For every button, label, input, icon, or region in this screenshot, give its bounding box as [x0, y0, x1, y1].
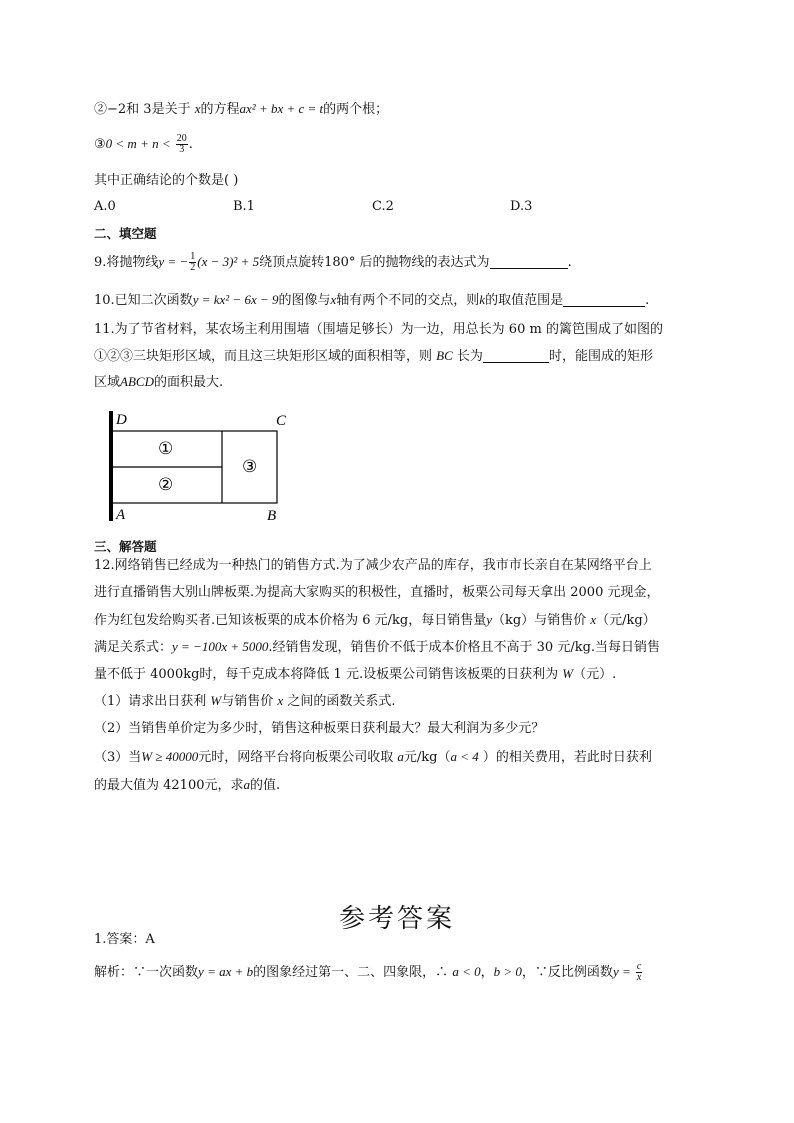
question-11-line-3: 区域ABCD的面积最大.: [94, 374, 224, 390]
region-3-label: ③: [242, 457, 258, 476]
q8-fraction: $\frac{20}{3}$: [176, 133, 187, 155]
q8-item-3: ③0 < m + n < $\frac{20}{3}$ .: [94, 133, 193, 155]
label-b: B: [267, 508, 277, 524]
region-1-label: ①: [158, 439, 174, 458]
question-12-line-5: 量不低于 4000kg时，每千克成本将降低 1 元.设板栗公司销售该板栗的日获利为 W（元）.: [94, 666, 617, 682]
q10-answer-blank[interactable]: [563, 292, 645, 307]
q8-option-b: B.1: [233, 199, 255, 214]
question-12-line-3: 作为红包发给购买者.已知该板栗的成本价格为 6 元/kg，每日销售量y（kg）与销售价 x（元/kg）: [94, 612, 656, 628]
answers-title: 参考答案: [338, 904, 455, 934]
section-solution-heading: 三、解答题: [94, 539, 157, 554]
question-10: 10.已知二次函数y = kx² − 6x − 9的图像与x轴有两个不同的交点，则k的取值范围是 .: [94, 292, 650, 308]
question-12-line-1: 12.网络销售已经成为一种热门的销售方式.为了减少农产品的库存，我市市长亲自在某网络平台上: [94, 558, 652, 573]
label-a: A: [116, 507, 126, 523]
q8-item-2: ②−2和 3是关于 x的方程ax² + bx + c = t的两个根；: [94, 101, 389, 117]
answer-1: 1.答案：A: [94, 932, 155, 947]
q8-option-c: C.2: [372, 199, 394, 214]
answer-1-explanation: 解析：∵一次函数y = ax + b的图象经过第一、二、四象限，∴ a < 0，b > 0，∵反比例函数y = $\frac{c}{x}$: [94, 961, 642, 983]
question-12-sub-3-cont: 的最大值为 42100元，求a的值.: [94, 777, 281, 793]
question-12-sub-2: （2）当销售单价定为多少时，销售这种板栗日获利最大？最大利润为多少元？: [94, 721, 545, 736]
question-11-line-2: ①②③三块矩形区域，而且这三块矩形区域的面积相等，则 BC 长为 时，能围成的矩形: [94, 348, 653, 364]
question-12-line-4: 满足关系式：y = −100x + 5000.经销售发现，销售价不低于成本价格且不高于 30 元/kg.当每日销售: [94, 639, 661, 655]
label-d: D: [116, 412, 127, 428]
question-12-sub-1: （1）请求出日获利 W与销售价 x 之间的函数关系式.: [94, 693, 396, 709]
q9-answer-blank[interactable]: [490, 254, 568, 269]
q8-question: 其中正确结论的个数是( ): [94, 173, 239, 188]
question-11-line-1: 11.为了节省材料，某农场主利用围墙（围墙足够长）为一边，用总长为 60 m 的篱笆围成了如图的: [94, 322, 663, 337]
section-fill-in-heading: 二、填空题: [94, 226, 157, 241]
question-12-sub-3: （3）当W ≥ 40000元时，网络平台将向板栗公司收取 a元/kg（a < 4 ）的相关费用，若此时日获利: [94, 749, 652, 765]
q8-option-a: A.0: [94, 199, 116, 214]
q9-fraction: $\frac{1}{2}$: [190, 251, 196, 273]
q8-option-d: D.3: [510, 199, 533, 214]
region-2-label: ②: [158, 475, 174, 494]
answer-fraction: $\frac{c}{x}$: [636, 961, 642, 983]
question-12-line-2: 进行直播销售大别山牌板栗.为提高大家购买的积极性，直播时，板栗公司每天拿出 2000 元现金，: [94, 585, 660, 600]
question-9: 9.将抛物线y = − $\frac{1}{2}$ (x − 3)² + 5绕顶点旋转180° 后的抛物线的表达式为 .: [94, 251, 572, 273]
q11-rectangle-figure: [100, 405, 300, 527]
q11-answer-blank[interactable]: [483, 348, 549, 363]
label-c: C: [276, 413, 287, 429]
